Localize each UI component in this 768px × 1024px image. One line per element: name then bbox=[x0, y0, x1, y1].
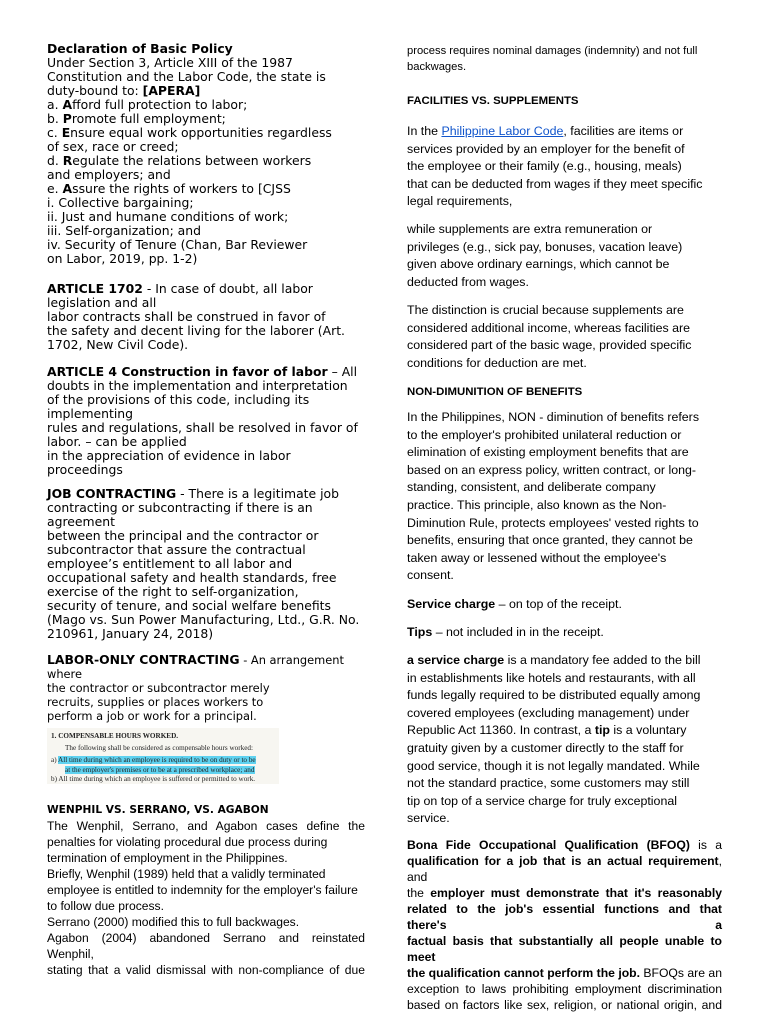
policy-item: d. Regulate the relations between workers bbox=[47, 153, 312, 168]
compensable-hours-snippet-image bbox=[47, 728, 279, 784]
snippet-highlight: All time during which an employee is required to be on duty or to be bbox=[58, 756, 256, 764]
job-contracting-line: security of tenure, and social welfare benefits bbox=[47, 598, 331, 613]
article-4-title: ARTICLE 4 Construction in favor of labor bbox=[47, 364, 328, 379]
article-1702-line: legislation and all bbox=[47, 295, 157, 310]
policy-item: b. Promote full employment; bbox=[47, 111, 226, 126]
policy-line: Constitution and the Labor Code, the state is bbox=[47, 69, 326, 84]
wenphil-line: Serrano (2000) modified this to full backwages. bbox=[47, 915, 300, 929]
job-contracting-line: between the principal and the contractor or bbox=[47, 528, 319, 543]
tips-definition: Tips – not included in in the receipt. bbox=[407, 625, 604, 639]
article-4-line: rules and regulations, shall be resolved in favor of bbox=[47, 420, 358, 435]
job-contracting-line: occupational safety and health standards, free bbox=[47, 570, 337, 585]
wenphil-line: penalties for violating procedural due process during bbox=[47, 835, 328, 849]
rights-item: on Labor, 2019, pp. 1-2) bbox=[47, 251, 198, 266]
job-contracting-line: subcontractor that assure the contractual bbox=[47, 542, 306, 557]
policy-item: e. Assure the rights of workers to [CJSS bbox=[47, 181, 291, 196]
wenphil-line: The Wenphil, Serrano, and Agabon cases define the bbox=[47, 819, 365, 833]
bfoq-term: Bona Fide Occupational Qualification (BFOQ) bbox=[407, 838, 690, 852]
article-4-line: proceedings bbox=[47, 462, 123, 477]
article-4-line: in the appreciation of evidence in labor bbox=[47, 448, 291, 463]
continuation-text: process requires nominal damages (indemnity) and not full backwages. bbox=[407, 45, 698, 73]
article-4-line: of the provisions of this code, including its bbox=[47, 392, 310, 407]
article-1702-line: 1702, New Civil Code). bbox=[47, 337, 189, 352]
non-diminution-heading: NON-DIMUNITION OF BENEFITS bbox=[407, 386, 583, 398]
facilities-heading: FACILITIES VS. SUPPLEMENTS bbox=[407, 95, 579, 107]
job-contracting-line: employee’s entitlement to all labor and bbox=[47, 556, 293, 571]
wenphil-line: stating that a valid dismissal with non-compliance of due bbox=[47, 963, 365, 977]
non-diminution-paragraph: In the Philippines, NON - diminution of benefits refers to the employer's prohibited unilateral reduction or elimination of existing employment benefits that are based on an express policy, written contract, or long- standing, consistent, and deliberate company practice. This principle, also known as the Non- Diminution Rule, protects employees' vested rights to benefits, ensuring that once granted, they cannot be taken away or lessened without the employee's consent. bbox=[407, 410, 700, 583]
article-1702-title: ARTICLE 1702 bbox=[47, 281, 143, 296]
policy-item: of sex, race or creed; bbox=[47, 139, 179, 154]
labor-only-line: perform a job or work for a principal. bbox=[47, 709, 257, 723]
snippet-item-a: a) All time during which an employee is required to be on duty or to be bbox=[51, 756, 256, 764]
job-contracting-line: (Mago vs. Sun Power Manufacturing, Ltd., G.R. No. bbox=[47, 612, 360, 627]
labor-only-line: the contractor or subcontractor merely bbox=[47, 681, 270, 695]
job-contracting-section: JOB CONTRACTING - There is a legitimate job contracting or subcontracting if there is an agreement between the principal and the contractor or subcontractor that assure the contractual employee’s entitlement to all labor and occupational safety and health standards, free exercise of the right to self-organization, security of tenure, and social welfare benefits (Mago vs. Sun Power Manufacturing, Ltd., G.R. No. 210961, January 24, 2018) bbox=[47, 487, 365, 641]
labor-only-contracting-title: LABOR-ONLY CONTRACTING bbox=[47, 652, 240, 667]
basic-policy-section bbox=[47, 42, 365, 266]
article-4-section: ARTICLE 4 Construction in favor of labor – All doubts in the implementation and interpretation of the provisions of this code, including its implementing rules and regulations, shall be resolved in favor of labor. – can be applied in the appreciation of evidence in labor proceedings bbox=[47, 365, 365, 477]
article-4-line: implementing bbox=[47, 406, 134, 421]
wenphil-heading: WENPHIL VS. SERRANO, VS. AGABON bbox=[47, 804, 269, 816]
service-charge-definition: Service charge – on top of the receipt. bbox=[407, 597, 622, 611]
service-charge-paragraph: a service charge is a mandatory fee added to the bill in establishments like hotels and restaurants, with all funds legally required to be distributed equally among covered employees (excluding management) under Republic Act 11360. In contrast, a tip is a voluntary gratuity given by a customer directly to the staff for good service, though it is not legally mandated. While not the standard practice, some customers may still tip on top of a service charge for truly exceptional service. bbox=[407, 653, 701, 826]
wenphil-line: Briefly, Wenphil (1989) held that a validly terminated bbox=[47, 867, 326, 881]
supplements-paragraph: while supplements are extra remuneration or privileges (e.g., sick pay, bonuses, vacation leave) given above ordinary earnings, which cannot be deducted from wages. bbox=[407, 222, 683, 289]
rights-item: iv. Security of Tenure (Chan, Bar Reviewer bbox=[47, 237, 308, 252]
job-contracting-title: JOB CONTRACTING bbox=[47, 486, 177, 501]
basic-policy-heading: Declaration of Basic Policy bbox=[47, 41, 233, 56]
article-1702-section: ARTICLE 1702 - In case of doubt, all labor legislation and all labor contracts shall be construed in favor of the safety and decent living for the laborer (Art. 1702, New Civil Code). bbox=[47, 282, 365, 352]
labor-only-line: recruits, supplies or places workers to bbox=[47, 695, 264, 709]
wenphil-line: to follow due process. bbox=[47, 899, 164, 913]
policy-item: and employers; and bbox=[47, 167, 171, 182]
policy-item: c. Ensure equal work opportunities regardless bbox=[47, 125, 332, 140]
apera-mnemonic: [APERA] bbox=[142, 83, 201, 98]
labor-code-link[interactable]: Philippine Labor Code bbox=[441, 124, 564, 138]
policy-line: duty-bound to: [APERA] bbox=[47, 83, 201, 98]
job-contracting-line: agreement bbox=[47, 514, 115, 529]
wenphil-line: employee is entitled to indemnity for the employer's failure bbox=[47, 883, 358, 897]
snippet-item-a-cont: at the employer's premises or to be at a prescribed workplace; and bbox=[65, 766, 255, 774]
snippet-title: 1. COMPENSABLE HOURS WORKED. bbox=[51, 732, 179, 740]
wenphil-section bbox=[47, 802, 365, 978]
job-contracting-line: contracting or subcontracting if there is an bbox=[47, 500, 313, 515]
article-1702-line: labor contracts shall be construed in favor of bbox=[47, 309, 326, 324]
job-contracting-line: 210961, January 24, 2018) bbox=[47, 626, 214, 641]
labor-only-line: where bbox=[47, 667, 82, 681]
wenphil-line: Agabon (2004) abandoned Serrano and reinstated Wenphil, bbox=[47, 931, 365, 961]
bfoq-paragraph: Bona Fide Occupational Qualification (BFOQ) is a qualification for a job that is an actual requirement, and the employer must demonstrate that it's reasonably related to the job's essential functions and that there's a factual basis that substantially all people unable to meet the qualification cannot perform the job. BFOQs are an exception to laws prohibiting employment discrimination based on factors like sex, religion, or national origin, and bbox=[407, 838, 722, 1012]
facilities-paragraph: In the Philippine Labor Code, facilities are items or services provided by an employer for the benefit of the employee or their family (e.g., housing, meals) that can be deducted from wages if they meet specific legal requirements, bbox=[407, 124, 703, 209]
snippet-subtitle: The following shall be considered as compensable hours worked: bbox=[65, 744, 254, 752]
snippet-item-b: b) All time during which an employee is suffered or permitted to work. bbox=[51, 775, 256, 783]
article-4-line: labor. – can be applied bbox=[47, 434, 187, 449]
labor-only-contracting-section: LABOR-ONLY CONTRACTING - An arrangement where the contractor or subcontractor merely recruits, supplies or places workers to perform a job or work for a principal. bbox=[47, 653, 365, 723]
rights-item: ii. Just and humane conditions of work; bbox=[47, 209, 289, 224]
rights-item: iii. Self-organization; and bbox=[47, 223, 201, 238]
policy-item: a. Afford full protection to labor; bbox=[47, 97, 248, 112]
policy-line: Under Section 3, Article XIII of the 1987 bbox=[47, 55, 293, 70]
article-4-line: doubts in the implementation and interpretation bbox=[47, 378, 348, 393]
rights-item: i. Collective bargaining; bbox=[47, 195, 194, 210]
article-1702-line: the safety and decent living for the laborer (Art. bbox=[47, 323, 345, 338]
job-contracting-line: exercise of the right to self-organization, bbox=[47, 584, 299, 599]
distinction-paragraph: The distinction is crucial because supplements are considered additional income, whereas facilities are considered part of the basic wage, provided specific conditions for deduction are met. bbox=[407, 303, 692, 370]
wenphil-line: termination of employment in the Philippines. bbox=[47, 851, 288, 865]
